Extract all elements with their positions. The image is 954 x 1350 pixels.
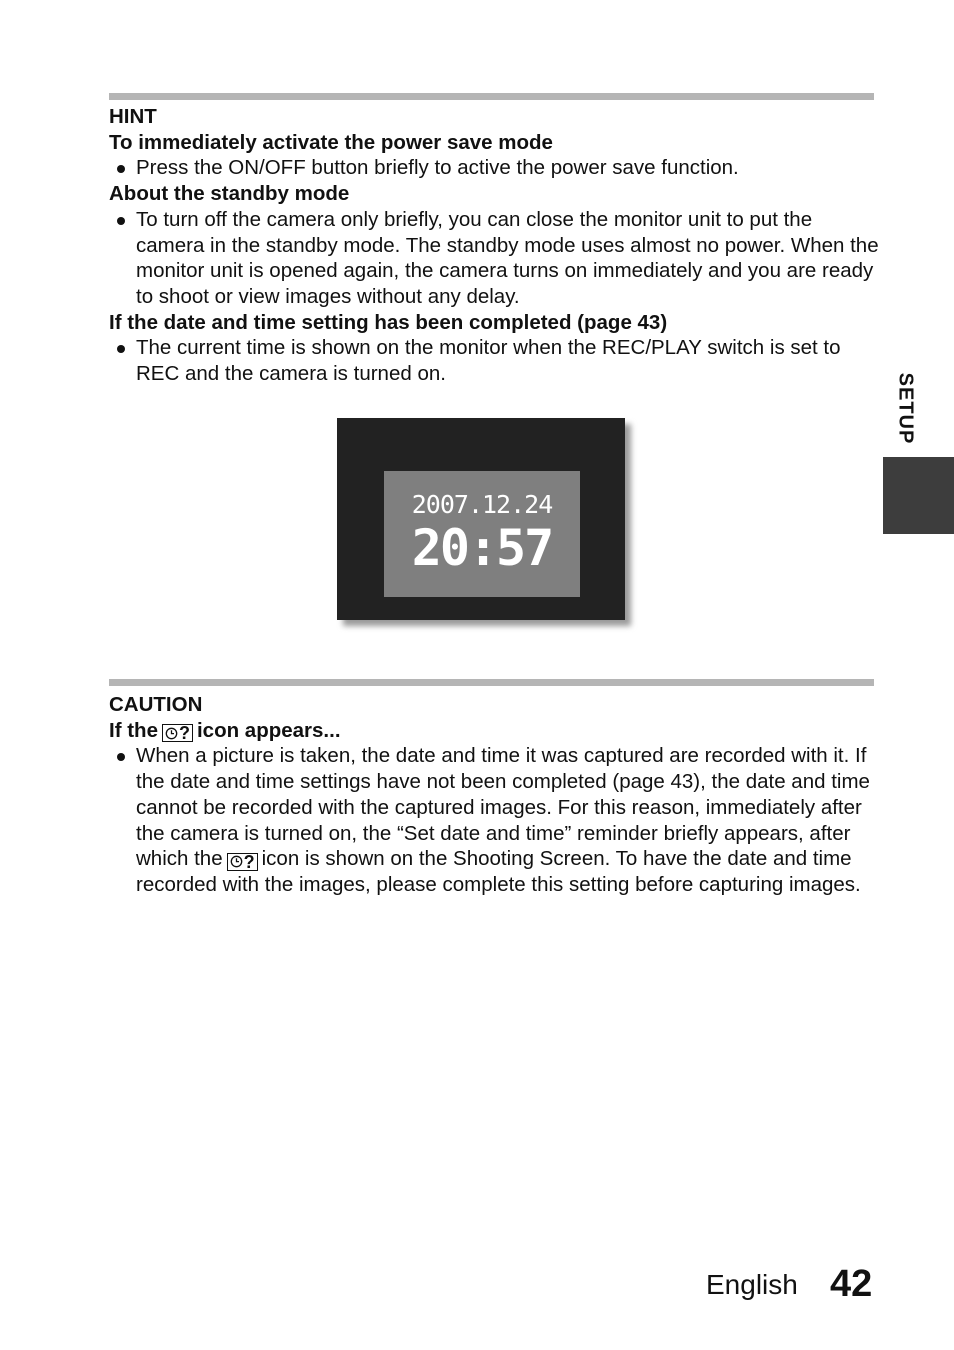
monitor-frame xyxy=(337,418,625,620)
caution-bullet: When a picture is taken, the date and time it was captured are recorded with it. If the date and time settings have not been completed (page 43), the date and time cannot be recorded with the captured images. For this reason, immediately after the camera is turned on, the “Set date and time” reminder briefly appears, after which the ? icon is shown on the Shooting Screen. To have the date and time recorded with the images, please complete this setting before capturing images. xyxy=(109,743,879,897)
hint-item-label: If the date and time setting has been completed (page 43) xyxy=(109,310,668,334)
hint-item-bullet: To turn off the camera only briefly, you can close the monitor unit to put the camera in the standby mode. The standby mode uses almost no power. When the monitor unit is opened again, the camera turns on immediately and you are ready to shoot or view images without any delay. xyxy=(109,207,879,310)
hint-top-rule xyxy=(109,93,874,100)
bullet-dot-icon xyxy=(117,165,125,173)
hint-section xyxy=(109,104,879,387)
monitor-illustration xyxy=(337,418,625,620)
hint-item-bullet: The current time is shown on the monitor when the REC/PLAY switch is set to REC and the camera is turned on. xyxy=(109,335,879,386)
bullet-dot-icon xyxy=(117,217,125,225)
monitor-screen xyxy=(384,471,580,597)
section-side-label: SETUP xyxy=(894,372,917,444)
hint-heading: HINT xyxy=(109,105,157,128)
page-number: 42 xyxy=(830,1263,873,1305)
caution-section xyxy=(109,692,879,898)
monitor-time: 20:57 xyxy=(411,519,553,577)
hint-item-label: To immediately activate the power save mode xyxy=(109,130,553,154)
bullet-dot-icon xyxy=(117,345,125,353)
caution-item-label: If the ? icon appears... xyxy=(109,718,341,744)
monitor-date: 2007.12.24 xyxy=(411,490,553,519)
hint-item-label: About the standby mode xyxy=(109,182,350,206)
clock-question-icon: ? xyxy=(227,853,258,871)
clock-question-icon: ? xyxy=(162,724,193,742)
footer-language: English xyxy=(706,1269,798,1300)
section-tab-marker xyxy=(883,457,954,534)
bullet-dot-icon xyxy=(117,753,125,761)
caution-heading: CAUTION xyxy=(109,693,203,716)
hint-item-bullet: Press the ON/OFF button briefly to active the power save function. xyxy=(109,155,879,181)
caution-top-rule xyxy=(109,679,874,686)
